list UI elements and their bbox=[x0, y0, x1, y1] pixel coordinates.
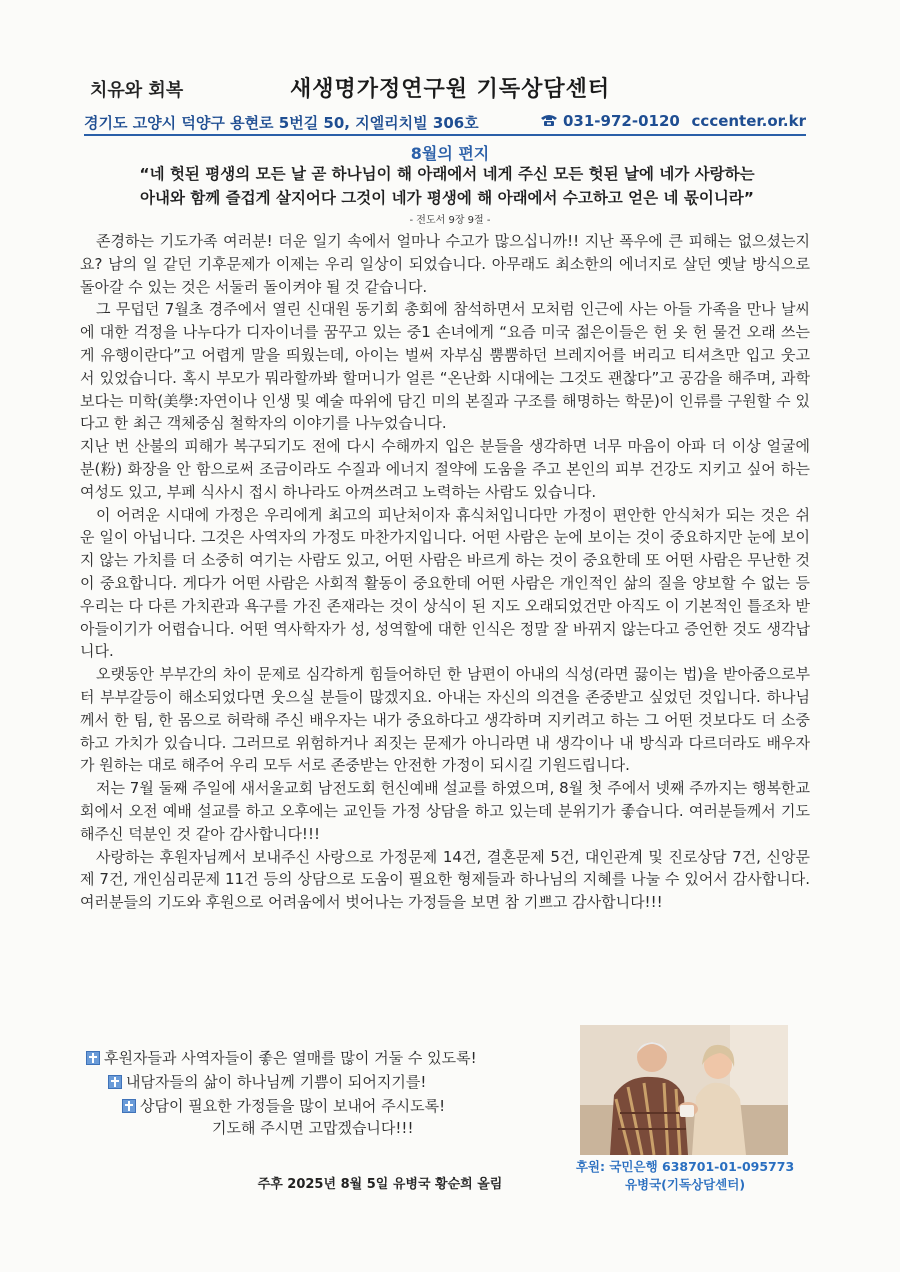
tagline: 치유와 회복 bbox=[90, 80, 184, 101]
elderly-couple-photo bbox=[580, 1025, 788, 1155]
donation-account: 후원: 국민은행 638701-01-095773 bbox=[575, 1159, 795, 1174]
verse-line-1: “네 헛된 평생의 모든 날 곧 하나님이 해 아래에서 네게 주신 모든 헛된 날에 네가 사랑하는 bbox=[139, 165, 755, 183]
prayer-text: 후원자들과 사역자들이 좋은 열매를 많이 거둘 수 있도록! bbox=[104, 1049, 477, 1067]
paragraph-7: 사랑하는 후원자님께서 보내주신 사랑으로 가정문제 14건, 결혼문제 5건, 대인관계 및 진로상담 7건, 신앙문제 7건, 개인심리문제 11건 등의 상담으로 도움이 필요한 형제들과 하나님의 지혜를 나눌 수 있어서 감사합니다. 여러분들의 기도와 후원으로 어려움에서 벗어나는 가정들을 보면 참 기쁘고 감사합니다!!! bbox=[80, 847, 810, 912]
contact-bar bbox=[84, 110, 806, 136]
cross-icon bbox=[108, 1075, 122, 1089]
donation-holder: 유병국(기독상담센터) bbox=[624, 1177, 746, 1192]
letter-body bbox=[80, 230, 810, 914]
phone-number: 031-972-0120 bbox=[563, 112, 680, 130]
prayer-text: 내담자들의 삶이 하나님께 기쁨이 되어지기를! bbox=[126, 1073, 427, 1091]
prayer-closing: 기도해 주시면 고맙겠습니다!!! bbox=[212, 1119, 414, 1137]
phone-icon bbox=[539, 112, 559, 132]
paragraph-1: 존경하는 기도가족 여러분! 더운 일기 속에서 얼마나 수고가 많으십니까!! 지난 폭우에 큰 피해는 없으셨는지요? 남의 일 같던 기후문제가 이제는 우리 일상이 되었습니다. 아무래도 최소한의 에너지로 살던 옛날 방식으로 돌아갈 수 있는 것은 서둘러 돌이켜야 될 것 같습니다. bbox=[80, 232, 810, 296]
donation-info bbox=[570, 1158, 800, 1194]
cross-icon bbox=[86, 1051, 100, 1065]
cross-icon bbox=[122, 1099, 136, 1113]
signature: 주후 2025년 8월 5일 유병국 황순희 올림 bbox=[257, 1177, 503, 1192]
verse-reference: - 전도서 9장 9절 - bbox=[409, 215, 491, 226]
verse-line-2: 아내와 함께 즐겁게 살지어다 그것이 네가 평생에 해 아래에서 수고하고 얻은 네 몫이니라” bbox=[140, 189, 754, 207]
bible-verse bbox=[86, 162, 808, 210]
paragraph-5: 오랫동안 부부간의 차이 문제로 심각하게 힘들어하던 한 남편이 아내의 식성(라면 끓이는 법)을 받아줌으로부터 부부갈등이 해소되었다면 웃으실 분들이 많겠지요. 아내는 자신의 의견을 존중받고 싶었던 것입니다. 하나님께서 한 팀, 한 몸으로 허락해 주신 배우자는 내가 중요하다고 생각하며 지키려고 하는 그 어떤 것보다도 더 소중하고 가치가 있습니다. 그러므로 위험하거나 죄짓는 문제가 아니라면 내 생각이나 내 방식과 다르더라도 배우자가 원하는 대로 해주어 우리 모두 서로 존중받는 안전한 가정이 되시길 기원드립니다. bbox=[80, 665, 810, 775]
org-name: 새생명가정연구원 기독상담센터 bbox=[290, 77, 611, 102]
address: 경기도 고양시 덕양구 용현로 5번길 50, 지엘리치빌 306호 bbox=[84, 114, 479, 132]
paragraph-2: 그 무덥던 7월초 경주에서 열린 신대원 동기회 총회에 참석하면서 모처럼 인근에 사는 아들 가족을 만나 날씨에 대한 걱정을 나누다가 디자이너를 꿈꾸고 있는 중1 손녀에게 “요즘 미국 젊은이들은 헌 옷 헌 물건 오래 쓰는 게 유행이란다”고 어렵게 말을 띄웠는데, 아이는 벌써 자부심 뿜뿜하던 브레지어를 버리고 티셔츠만 입고 웃고 서 있었습니다. 혹시 부모가 뭐라할까봐 할머니가 얼른 “온난화 시대에는 그것도 괜찮다”고 공감을 해주며, 과학보다는 미학(美學:자연이나 인생 및 예술 따위에 담긴 미의 본질과 구조를 해명하는 학문)이 인류를 구원할 수 있다고 한 최근 객체중심 철학자의 이야기를 나누었습니다. bbox=[80, 300, 810, 433]
prayer-item bbox=[86, 1046, 477, 1070]
prayer-item bbox=[122, 1094, 445, 1118]
paragraph-4: 이 어려운 시대에 가정은 우리에게 최고의 피난처이자 휴식처입니다만 가정이 편안한 안식처가 되는 것은 쉬운 일이 아닙니다. 그것은 사역자의 가정도 마찬가지입니다. 어떤 사람은 눈에 보이는 것이 중요하지만 눈에 보이지 않는 가치를 더 소중히 여기는 사람도 있고, 어떤 사람은 바르게 하는 것이 중요한데 또 어떤 사람은 무난한 것이 중요합니다. 게다가 어떤 사람은 사회적 활동이 중요한데 어떤 사람은 개인적인 삶의 질을 양보할 수 없는 등 우리는 다 다른 가치관과 욕구를 가진 존재라는 것이 상식이 된 지도 오래되었건만 아직도 이 기본적인 틀조차 받아들이기가 어렵습니다. 어떤 역사학자가 성, 성역할에 대한 인식은 정말 잘 바뀌지 않는다고 증언한 것도 생각납니다. bbox=[80, 505, 810, 661]
website: cccenter.or.kr bbox=[691, 112, 806, 130]
prayer-text: 상담이 필요한 가정들을 많이 보내어 주시도록! bbox=[140, 1097, 446, 1115]
letter-title: 8월의 편지 bbox=[410, 144, 490, 163]
paragraph-6: 저는 7월 둘째 주일에 새서울교회 남전도회 헌신예배 설교를 하였으며, 8월 첫 주에서 넷째 주까지는 행복한교회에서 오전 예배 설교를 하고 오후에는 교인들 가정 상담을 하고 있는데 분위기가 좋습니다. 여러분들께서 기도해주신 덕분인 것 같아 감사합니다!!! bbox=[80, 779, 810, 843]
paragraph-3: 지난 번 산불의 피해가 복구되기도 전에 다시 수해까지 입은 분들을 생각하면 너무 마음이 아파 더 이상 얼굴에 분(粉) 화장을 안 함으로써 조금이라도 수질과 에너지 절약에 도움을 주고 본인의 피부 건강도 지키고 싶어 하는 여성도 있고, 부페 식사시 접시 하나라도 아껴쓰려고 노력하는 사람도 있습니다. bbox=[80, 437, 810, 501]
prayer-item bbox=[108, 1070, 426, 1094]
header bbox=[90, 76, 806, 102]
